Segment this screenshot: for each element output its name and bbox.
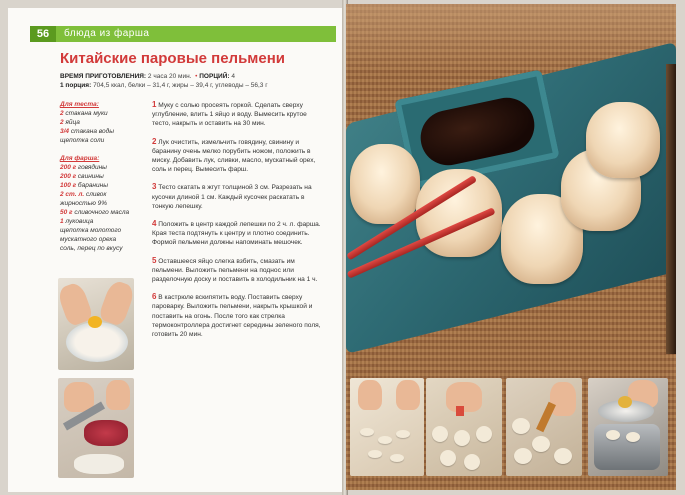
step-number: 3 xyxy=(152,182,157,192)
step-text: Муку с солью просеять горкой. Сделать сверху углубление, влить 1 яйцо и воду. Вымесить крутое тесто, накрыть и оставить на 30 мин. xyxy=(152,102,307,128)
ingredient-amount: 100 г xyxy=(60,182,77,189)
recipe-step xyxy=(152,256,322,285)
step-number: 6 xyxy=(152,292,157,302)
step-photo-brushing xyxy=(506,378,582,476)
dough-piece xyxy=(378,436,392,444)
ingredient-amount: 2 xyxy=(60,119,64,126)
dumpling-in-steamer xyxy=(626,432,640,442)
step-text: В кастрюле вскипятить воду. Поставить сверху пароварку. Выложить пельмени, накрыть крышкой и поставить на огонь. После того как стрелка термоконтроллера достигнет середины зеленого поля, готовить 20 мин. xyxy=(152,294,321,339)
dough-piece xyxy=(390,454,404,462)
dough-piece xyxy=(396,430,410,438)
dumpling xyxy=(350,144,420,224)
ingredients-list xyxy=(60,100,142,253)
hand-shape xyxy=(98,279,134,327)
dumpling-raw xyxy=(514,448,532,464)
recipe-step xyxy=(152,219,322,248)
dough-circle xyxy=(476,426,492,442)
hand-shape xyxy=(446,382,482,412)
ingredient-item xyxy=(60,217,142,226)
ingredient-amount: 1 xyxy=(60,218,64,225)
section-title: блюда из фарша xyxy=(64,28,150,39)
step-text: Тесто скатать в жгут толщиной 3 см. Разрезать на кусочки длиной 1 см. Каждый кусочек раскатать в тонкую лепешку. xyxy=(152,184,312,210)
ingredient-amount: 2 ст. л. xyxy=(60,191,85,198)
step-text: Лук очистить, измельчить говядину, свинину и баранину очень мелко порубить ножом, положить в миску. Добавить лук, сливки, масло, мускатный орех, соль и перец. Вымесить фарш. xyxy=(152,138,316,174)
step-number: 2 xyxy=(152,136,157,146)
ingredient-item xyxy=(60,163,142,172)
ingredient-text: щепотка молотого мускатного ореха xyxy=(60,227,122,243)
step-text: Оставшееся яйцо слегка взбить, смазать им пельмени. Выложить пельмени на поднос или разделочную доску и поставить в холодильник на 1 ч. xyxy=(152,257,318,284)
ingredient-text: сливочного масла xyxy=(72,209,130,216)
ingredient-amount: 3/4 xyxy=(60,128,70,135)
steps-list xyxy=(152,100,322,347)
ingredient-item xyxy=(60,109,142,118)
dough-piece xyxy=(368,450,382,458)
hand-shape xyxy=(106,380,130,410)
ingredient-text: говядины xyxy=(76,164,107,171)
step-text: Положить в центр каждой лепешки по 2 ч. л. фарша. Края теста подтянуть к центру и плотно соединить. Формой пельмени должны напоминать мешочек. xyxy=(152,221,321,247)
egg-yolk xyxy=(88,316,102,328)
recipe-step xyxy=(152,137,322,175)
recipe-step xyxy=(152,100,322,129)
dough-circle xyxy=(440,450,456,466)
nutrition-value: 704,5 ккал, белки – 31,4 г, жиры – 39,4 г, углеводы – 56,3 г xyxy=(93,82,268,89)
step-photo-flour-egg xyxy=(58,278,134,370)
dumpling xyxy=(586,102,660,178)
filling-spoon xyxy=(456,406,464,416)
ingredient-amount: 2 xyxy=(60,110,64,117)
ingredient-item xyxy=(60,244,142,253)
nutrition-label: 1 порция: xyxy=(60,82,92,89)
dough-circle xyxy=(464,454,480,470)
ingredient-amount: 200 г xyxy=(60,173,77,180)
ingredient-item xyxy=(60,172,142,181)
recipe-title: Китайские паровые пельмени xyxy=(60,50,286,67)
ingredient-item xyxy=(60,226,142,244)
minced-meat xyxy=(84,420,128,446)
ingredient-text: яйца xyxy=(63,119,80,126)
ingredient-text: соль, перец по вкусу xyxy=(60,245,123,252)
step-photo-steamer xyxy=(588,378,668,476)
filling-heading: Для фарша: xyxy=(60,155,100,162)
ingredient-text: сливок жирностью 9% xyxy=(60,191,108,207)
step-number: 4 xyxy=(152,219,157,229)
step-photo-filling xyxy=(426,378,502,476)
ingredient-text: стакана муки xyxy=(63,110,108,117)
ingredient-item xyxy=(60,118,142,127)
recipe-step xyxy=(152,182,322,211)
dough-piece xyxy=(360,428,374,436)
recipe-step xyxy=(152,292,322,339)
hand-shape xyxy=(550,382,576,416)
ingredient-text: щепотка соли xyxy=(60,137,105,144)
photo-edge xyxy=(666,64,676,354)
thermo-gauge xyxy=(618,396,632,408)
dumpling-in-steamer xyxy=(606,430,620,440)
time-label: ВРЕМЯ ПРИГОТОВЛЕНИЯ: xyxy=(60,73,147,80)
chopped-onion xyxy=(74,454,124,474)
dough-circle xyxy=(454,430,470,446)
steamer-pot xyxy=(594,424,660,470)
step-number: 1 xyxy=(152,100,157,109)
dough-circle xyxy=(432,426,448,442)
portions-value: 4 xyxy=(231,73,236,80)
ingredient-text: свинины xyxy=(76,173,104,180)
ingredient-text: баранины xyxy=(76,182,108,189)
ingredient-item xyxy=(60,127,142,136)
hand-shape xyxy=(396,380,420,410)
time-value: 2 часа 20 мин. xyxy=(147,73,192,80)
dumpling-raw xyxy=(532,436,550,452)
page-number: 56 xyxy=(30,26,56,42)
recipe-meta: ВРЕМЯ ПРИГОТОВЛЕНИЯ: 2 часа 20 мин. • ПОРЦИЙ: 4 1 порция: 704,5 ккал, белки – 31,4 г, жиры – 39,4 г, углеводы – 56,3 г xyxy=(60,73,268,89)
ingredient-text: луковица xyxy=(63,218,94,225)
dumpling-raw xyxy=(512,418,530,434)
ingredient-text: стакана воды xyxy=(69,128,114,135)
flour-bowl xyxy=(66,322,128,362)
ingredient-amount: 200 г xyxy=(60,164,77,171)
dumpling-raw xyxy=(554,448,572,464)
dough-heading: Для теста: xyxy=(60,101,99,108)
ingredient-item xyxy=(60,181,142,190)
step-number: 5 xyxy=(152,255,157,265)
hand-shape xyxy=(358,380,382,410)
step-photo-chopping-meat xyxy=(58,378,134,478)
ingredient-item xyxy=(60,208,142,217)
ingredient-amount: 50 г xyxy=(60,209,73,216)
step-photo-dough-pieces xyxy=(350,378,424,476)
ingredient-item xyxy=(60,190,142,208)
ingredient-item xyxy=(60,136,142,145)
portions-label: ПОРЦИЙ: xyxy=(199,73,230,80)
pastry-brush xyxy=(536,402,556,433)
